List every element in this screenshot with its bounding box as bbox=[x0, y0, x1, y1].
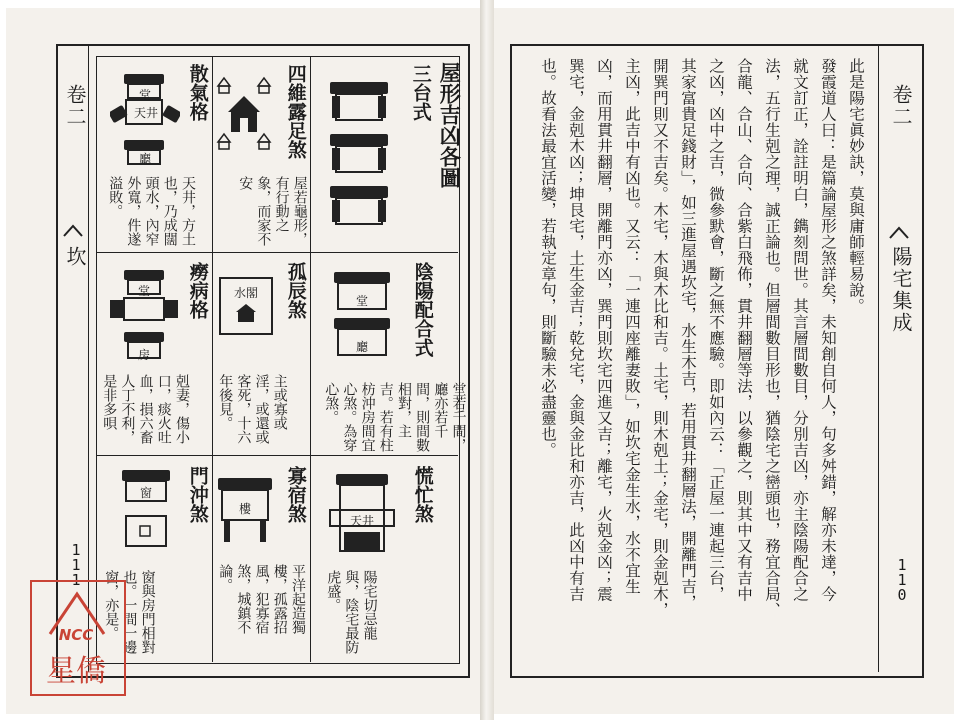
label-tianjing-1: 天井 bbox=[133, 106, 158, 120]
grid-line-v1 bbox=[212, 56, 213, 662]
cell-title-siweilu: 四維露足煞 bbox=[284, 64, 307, 159]
text-column: 主凶，此吉中有凶也。又云：「一連四座離妻敗」，如坎宅金生水，水不宜生 bbox=[623, 58, 641, 595]
label-tianjing-2: 天井 bbox=[349, 514, 374, 528]
label-ting-2: 廳 bbox=[355, 340, 368, 354]
label-fang: 房 bbox=[137, 348, 150, 362]
chevron-up-icon bbox=[63, 224, 83, 238]
label-tang-1: 堂 bbox=[138, 88, 151, 102]
label-shuige: 水閣 bbox=[233, 286, 258, 300]
cell-body-sanqige: 天井，方土也，乃成闊頭水，內窄外寬，件遂溢敗。 bbox=[107, 176, 196, 246]
stamp-latin: NCC bbox=[58, 626, 94, 644]
house-roof-icon bbox=[326, 82, 392, 242]
grid-line-h1 bbox=[96, 252, 458, 253]
cell-body-guasu: 平洋起造獨樓，孤露招風，犯寡宿煞，城鎮不論。 bbox=[217, 564, 306, 634]
cell-title-huangmang: 慌忙煞 bbox=[411, 466, 434, 523]
text-column: 法，五行生剋之理，誠正論也。但層間數目形也，猶陰宅之巒頭也，務宜合局、 bbox=[763, 58, 781, 618]
cell-body-guchen: 主或寡或淫，或還或客死，十六年後見。 bbox=[217, 374, 288, 444]
right-text-body bbox=[522, 56, 872, 666]
cell-body-yinyang: 堂若千間，廳亦若千間，則間數相對，主吉。若有柱枋沖房間宜心煞。為穿心煞。 bbox=[323, 382, 467, 452]
label-tang-2: 堂 bbox=[355, 294, 368, 308]
cell-title-guchen: 孤辰煞 bbox=[284, 262, 307, 319]
text-column: 就文訂正，詮註明白，鐫刻問世。其言層間數目，分別吉凶，亦主陰陽配合之 bbox=[791, 58, 809, 602]
text-column: 凶，而用貫井翻層，開離門亦凶，巽門則坎宅四進又吉；離宅，火剋金凶；震 bbox=[595, 58, 613, 602]
grid-line-h2 bbox=[96, 455, 458, 456]
house-cluster-icon bbox=[216, 74, 276, 154]
text-column: 開巽門則又不吉矣。木宅，木與木比和吉。土宅，則木剋土；金宅，則金剋木， bbox=[651, 58, 669, 618]
text-column: 此是陽宅眞妙訣，莫與庸師輕易說。 bbox=[847, 58, 865, 314]
cell-title-guasu: 寡宿煞 bbox=[284, 466, 307, 523]
cell-title-laobing: 癆病格 bbox=[186, 262, 209, 319]
publisher-stamp bbox=[30, 580, 126, 696]
label-tang-3: 堂 bbox=[137, 284, 150, 298]
right-side-strip bbox=[880, 46, 918, 672]
left-section-label: 坎 bbox=[63, 246, 87, 268]
book-spine bbox=[480, 0, 494, 720]
stamp-cjk: 星僑 bbox=[46, 654, 106, 689]
text-column: 其家富貴足錢財」，如三進屋遇坎宅，水生木吉，若用貫井翻層法，開離門吉， bbox=[679, 58, 697, 611]
right-section-label: 陽宅集成 bbox=[889, 246, 913, 334]
cell-title-yinyang: 陰陽配合式 bbox=[411, 262, 434, 357]
cell-body-menchong: 窗與房門相對也。一間一邊窗，亦是。 bbox=[103, 570, 156, 654]
left-side-label: 卷二 bbox=[63, 84, 87, 128]
cell-title-menchong: 門沖煞 bbox=[186, 466, 209, 523]
grid-line-v2 bbox=[310, 56, 311, 662]
label-lou: 樓 bbox=[238, 502, 251, 516]
left-strip-divider bbox=[88, 46, 89, 672]
right-page-number: 110 bbox=[893, 556, 911, 601]
cell-body-siweilu: 屋若龜形，有行動之象，而家不安 bbox=[237, 176, 308, 246]
right-strip-divider bbox=[878, 46, 879, 672]
page-title: 屋形吉凶各圖 bbox=[437, 62, 463, 188]
cell-title-sanheshi: 三台式 bbox=[409, 64, 432, 121]
text-column: 發霞道人曰：是篇論屋形之煞詳矣，未知創自何人，句多舛錯，解亦未達，今 bbox=[819, 58, 837, 602]
text-column: 之凶，凶中之吉，微參默會，斷之無不應驗。即如內云：「正屋一連起三台， bbox=[707, 58, 725, 602]
label-ting-1: 廳 bbox=[138, 152, 151, 166]
left-side-strip bbox=[58, 46, 88, 672]
text-column: 巽宅，金剋木凶；坤艮宅，土生金吉；乾兌宅，金與金比和亦吉，此凶中有吉 bbox=[567, 58, 585, 602]
menchong-diagram-icon bbox=[120, 470, 172, 550]
text-column: 合龍、合山、合向、合紫白飛佈，貫井翻層等法，以參觀之，則其中又有吉中 bbox=[735, 58, 753, 602]
text-column: 也。故看法最宜活變，若執定章句，則斷驗未必盡靈也。 bbox=[539, 58, 557, 458]
left-page-number: 111 bbox=[67, 541, 85, 586]
chevron-up-icon bbox=[889, 226, 909, 240]
cell-body-huangmang: 陽宅切忌龍與，陰宅最防虎盛。 bbox=[325, 570, 378, 654]
cell-title-sanqige: 散氣格 bbox=[186, 64, 209, 121]
right-side-label: 卷二 bbox=[889, 84, 913, 128]
cell-body-laobing: 剋妻，傷小口，痰火吐血，損六畜人丁不利，是非多唄 bbox=[101, 374, 190, 444]
label-chuang: 窗 bbox=[139, 486, 152, 500]
